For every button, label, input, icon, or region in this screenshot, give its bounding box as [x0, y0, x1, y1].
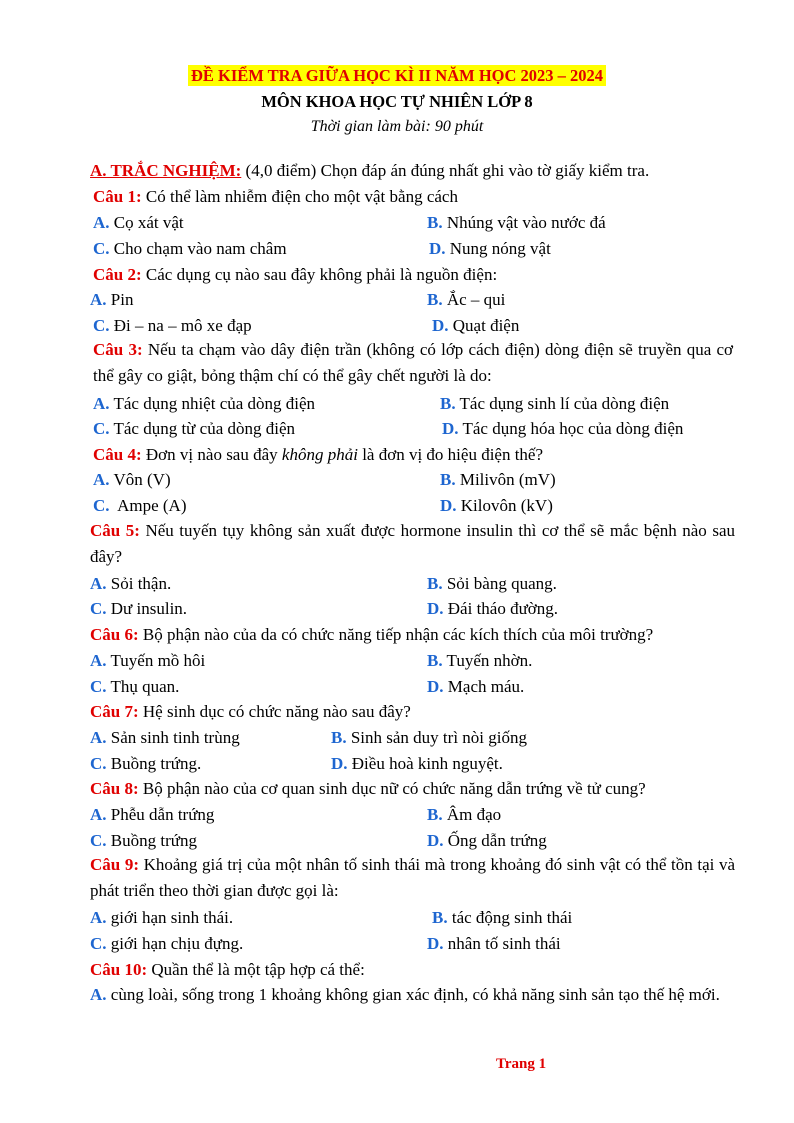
- q2-option-c: C. Đi – na – mô xe đạp: [93, 316, 252, 335]
- subject-title: MÔN KHOA HỌC TỰ NHIÊN LỚP 8: [261, 92, 533, 111]
- q9-option-b: B. tác động sinh thái: [432, 908, 573, 927]
- q5-option-b: B. Sỏi bàng quang.: [427, 574, 557, 593]
- q8-option-b: B. Âm đạo: [427, 805, 502, 824]
- q4-option-c: C. Ampe (A): [93, 496, 187, 515]
- q8-option-c: C. Buồng trứng: [90, 831, 197, 850]
- question-5: Câu 5: Nếu tuyến tụy không sản xuất được hormone insulin thì cơ thể sẽ mắc bệnh nào sau đây?: [90, 521, 735, 566]
- question-10: Câu 10: Quần thể là một tập hợp cá thể:: [90, 960, 365, 979]
- q4-option-d: D. Kilovôn (kV): [440, 496, 553, 515]
- q3-option-c: C. Tác dụng từ của dòng điện: [93, 419, 296, 438]
- question-8: Câu 8: Bộ phận nào của cơ quan sinh dục nữ có chức năng dẫn trứng về tử cung?: [90, 779, 646, 798]
- q5-option-a: A. Sỏi thận.: [90, 574, 172, 593]
- question-3: Câu 3: Nếu ta chạm vào dây điện trần (không có lớp cách điện) dòng điện sẽ truyền qua cơ thể gây co giật, bỏng thậm chí có thể gây chết người là do:: [93, 340, 733, 385]
- q4-option-a: A. Vôn (V): [93, 470, 171, 489]
- q8-option-d: D. Ống dẫn trứng: [427, 831, 547, 850]
- q8-option-a: A. Phễu dẫn trứng: [90, 805, 215, 824]
- q5-option-d: D. Đái tháo đường.: [427, 599, 559, 618]
- q3-option-a: A. Tác dụng nhiệt của dòng điện: [93, 394, 316, 413]
- q7-option-d: D. Điều hoà kinh nguyệt.: [331, 754, 503, 773]
- q2-option-a: A. Pin: [90, 290, 134, 309]
- q7-option-a: A. Sản sinh tinh trùng: [90, 728, 240, 747]
- q6-option-a: A. Tuyến mồ hôi: [90, 651, 206, 670]
- question-6: Câu 6: Bộ phận nào của da có chức năng tiếp nhận các kích thích của môi trường?: [90, 625, 654, 644]
- q9-option-c: C. giới hạn chịu đựng.: [90, 934, 244, 953]
- q2-option-d: D. Quạt điện: [432, 316, 520, 335]
- q1-option-b: B. Nhúng vật vào nước đá: [427, 213, 606, 232]
- q1-option-d: D. Nung nóng vật: [429, 239, 551, 258]
- q3-option-d: D. Tác dụng hóa học của dòng điện: [442, 419, 684, 438]
- exam-title: ĐỀ KIỂM TRA GIỮA HỌC KÌ II NĂM HỌC 2023 – 2024: [0, 66, 794, 86]
- time-limit: Thời gian làm bài: 90 phút: [310, 118, 484, 135]
- q6-option-c: C. Thụ quan.: [90, 677, 180, 696]
- q10-option-a: A. cùng loài, sống trong 1 khoảng không gian xác định, có khả năng sinh sản tạo thế hệ mới.: [90, 985, 720, 1004]
- question-2: Câu 2: Các dụng cụ nào sau đây không phải là nguồn điện:: [93, 265, 498, 284]
- q9-option-d: D. nhân tố sinh thái: [427, 934, 561, 953]
- q9-option-a: A. giới hạn sinh thái.: [90, 908, 234, 927]
- q7-option-b: B. Sinh sản duy trì nòi giống: [331, 728, 527, 747]
- q4-option-b: B. Milivôn (mV): [440, 470, 556, 489]
- question-1: Câu 1: Có thể làm nhiễm điện cho một vật bằng cách: [93, 187, 458, 206]
- q5-option-c: C. Dư insulin.: [90, 599, 188, 618]
- q1-option-a: A. Cọ xát vật: [93, 213, 184, 232]
- q2-option-b: B. Ắc – qui: [427, 290, 506, 309]
- q6-option-b: B. Tuyến nhờn.: [427, 651, 533, 670]
- q3-option-b: B. Tác dụng sinh lí của dòng điện: [440, 394, 670, 413]
- question-9: Câu 9: Khoảng giá trị của một nhân tố sinh thái mà trong khoảng đó sinh vật có thể tồn tại và phát triển theo thời gian được gọi là:: [90, 855, 735, 900]
- page-number: Trang 1: [496, 1056, 547, 1072]
- q6-option-d: D. Mạch máu.: [427, 677, 525, 696]
- question-7: Câu 7: Hệ sinh dục có chức năng nào sau đây?: [90, 702, 411, 721]
- question-4: Câu 4: Đơn vị nào sau đây không phải là đơn vị đo hiệu điện thế?: [93, 445, 544, 464]
- q1-option-c: C. Cho chạm vào nam châm: [93, 239, 287, 258]
- q7-option-c: C. Buồng trứng.: [90, 754, 202, 773]
- section-a-heading: A. TRẮC NGHIỆM: (4,0 điểm) Chọn đáp án đúng nhất ghi vào tờ giấy kiểm tra.: [90, 161, 650, 180]
